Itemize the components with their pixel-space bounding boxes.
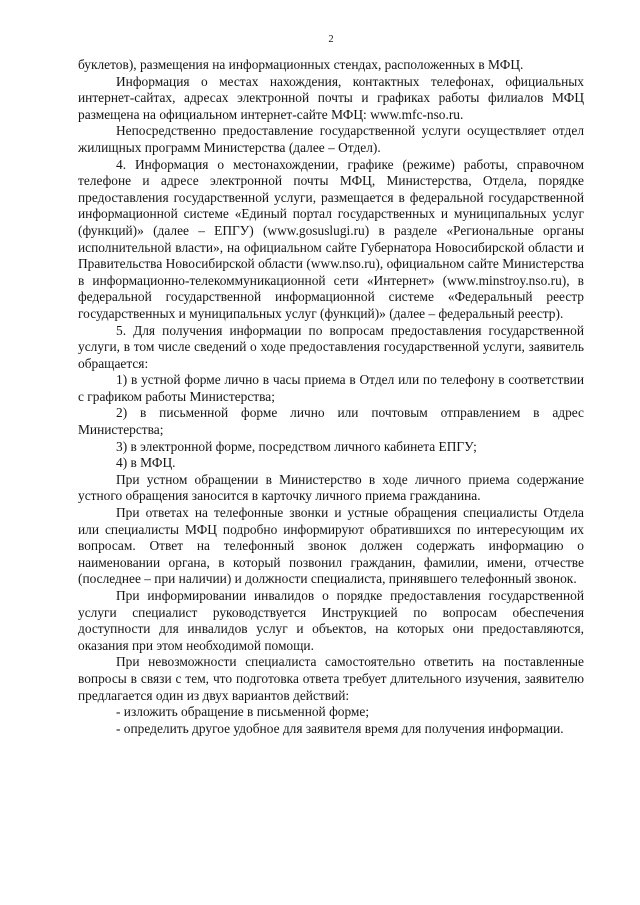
list-item-3: 3) в электронной форме, посредством личного кабинета ЕПГУ;	[116, 438, 477, 454]
list-item-1: 1) в устной форме лично в часы приема в Отдел или по телефону в соответствии с графиком работы Министерства;	[78, 372, 584, 404]
list-item-4: 4) в МФЦ.	[116, 455, 176, 471]
paragraph-mfc-branches: Информация о местах нахождения, контактных телефонах, официальных интернет-сайтах, адресах электронной почты и графиках работы филиалов МФЦ размещена на официальном интернет-сайте МФЦ: www.mfc-nso.ru.	[78, 73, 584, 122]
paragraph-oral-appeal: При устном обращении в Министерство в ходе личного приема содержание устного обращения заносится в карточку личного приема гражданина.	[78, 471, 584, 504]
paragraph-disabled-persons: При информировании инвалидов о порядке предоставления государственной услуги специалист руководствуется Инструкцией по вопросам обеспечения доступности для инвалидов услуг и объектов, на которых они предоставляются, оказания при этом необходимой помощи.	[78, 588, 584, 653]
paragraph-phone-calls: При ответах на телефонные звонки и устные обращения специалисты Отдела или специалисты МФЦ подробно информируют обратившихся по интересующим их вопросам. Ответ на телефонный звонок должен содержать информацию о наименовании органа, в который позвонил гражданин, фамилии, имени, отчестве (последнее – при наличии) и должности специалиста, принявшего телефонный звонок.	[78, 505, 584, 587]
page-number: 2	[328, 34, 334, 45]
option-item-2: - определить другое удобное для заявителя время для получения информации.	[116, 720, 564, 736]
list-item-2: 2) в письменной форме лично или почтовым отправлением в адрес Министерства;	[78, 405, 584, 438]
paragraph-department: Непосредственно предоставление государственной услуги осуществляет отдел жилищных программ Министерства (далее – Отдел).	[78, 123, 584, 155]
paragraph-item-5: 5. Для получения информации по вопросам предоставления государственной услуги, в том числе сведений о ходе предоставления государственной услуги, заявитель обращается:	[78, 322, 584, 371]
paragraph-impossibility: При невозможности специалиста самостоятельно ответить на поставленные вопросы в связи с тем, что подготовка ответа требует длительного изучения, заявителю предлагается один из двух вариантов действий:	[78, 654, 584, 703]
paragraph-continuation: буклетов), размещения на информационных стендах, расположенных в МФЦ.	[78, 57, 524, 72]
option-item-1: - изложить обращение в письменной форме;	[116, 704, 370, 720]
paragraph-item-4: 4. Информация о местонахождении, графике (режиме) работы, справочном телефоне и адресе электронной почты МФЦ, Министерства, Отдела, порядке предоставления государственной услуги, размещается в федеральной государственной информационной системе «Единый портал государственных и муниципальных услуг (функций)» (далее – ЕПГУ) (www.gosuslugi.ru) в разделе «Региональные органы исполнительной власти», на официальном сайте Губернатора Новосибирской области и Правительства Новосибирской области (www.nso.ru), официальном сайте Министерства в информационно-телекоммуникационной сети «Интернет» (www.minstroy.nso.ru), в федеральной государственной информационной системе «Федеральный реестр государственных и муниципальных услуг (функций)» (далее – федеральный реестр).	[78, 156, 584, 321]
